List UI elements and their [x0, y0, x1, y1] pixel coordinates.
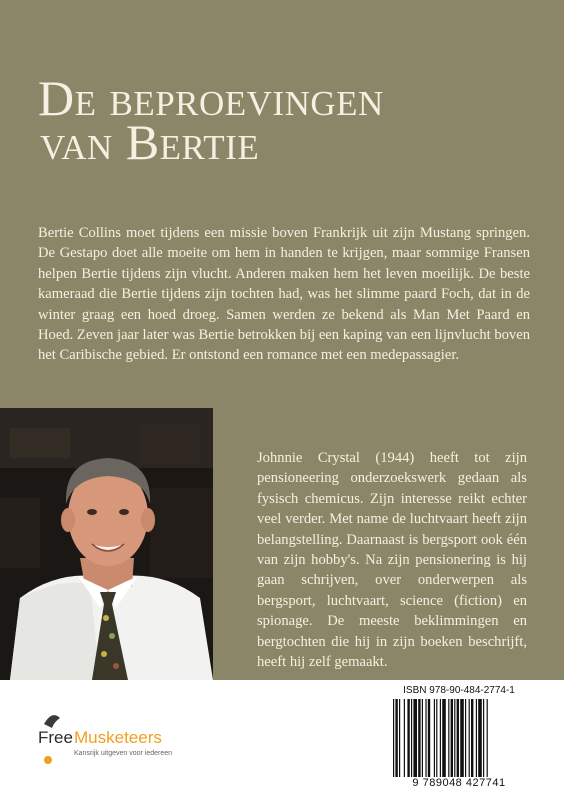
barcode-bars [393, 699, 525, 777]
title-line-1: De beproevingen [38, 70, 384, 126]
barcode-bar [399, 699, 400, 777]
barcode-bar [460, 699, 464, 777]
barcode-bar [434, 699, 435, 777]
author-photo [0, 408, 213, 680]
barcode-bar [442, 699, 446, 777]
barcode-bar [478, 699, 482, 777]
publisher-name-free: Free [38, 728, 73, 747]
barcode-bar [454, 699, 455, 777]
barcode-digits: 9 789048 427741 [412, 777, 506, 789]
barcode-bar [422, 699, 423, 777]
barcode-bar [448, 699, 449, 777]
author-bio-text: Johnnie Crystal (1944) heeft tot zijn pensioneering onderzoekswerk gedaan als fysisch chemicus. Zijn interesse reikt echter veel verder. Met name de luchtvaart heeft zijn belangstelling. Daarnaast is bergsport ook één van zijn hobby's. Na zijn pensionering is hij gaan schrijven, over onderwerpen als bergsport, luchtvaart, science (fiction) en spionage. De meeste beklimmingen en bergtochten die hij in zijn boeken beschrijft, heeft hij zelf gemaakt. [257, 450, 527, 671]
barcode-bar [436, 699, 437, 777]
publisher-name-musketeers: Musketeers [74, 728, 162, 747]
barcode-bar [407, 699, 409, 777]
publisher-tagline: Kansrijk uitgeven voor iedereen [74, 750, 173, 757]
barcode-bar [471, 699, 473, 777]
barcode-bar [465, 699, 466, 777]
barcode-bar [428, 699, 430, 777]
barcode-bar [425, 699, 426, 777]
barcode-bar [476, 699, 477, 777]
barcode-bar [418, 699, 420, 777]
barcode-bar [457, 699, 459, 777]
barcode-bar [413, 699, 417, 777]
book-title [38, 70, 384, 170]
barcode-bar [393, 699, 394, 777]
cover-footer [0, 680, 564, 800]
barcode-bar [469, 699, 470, 777]
title-line-2: van Bertie [40, 114, 260, 170]
isbn-barcode [389, 685, 529, 795]
isbn-label: ISBN 978-90-484-2774-1 [403, 685, 515, 696]
barcode-bar [395, 699, 397, 777]
barcode-bar [411, 699, 412, 777]
barcode-bar [404, 699, 405, 777]
barcode-bar [440, 699, 441, 777]
publisher-logo [38, 710, 188, 770]
barcode-bar [487, 699, 488, 777]
barcode-bar [483, 699, 484, 777]
barcode-bar [451, 699, 453, 777]
synopsis-text: Bertie Collins moet tijdens een missie boven Frankrijk uit zijn Mustang springen. De Gestapo doet alle moeite om hem in handen te krijgen, maar sommige Fransen helpen Bertie tijdens zijn vlucht. Anderen maken hem het leven moeilijk. De beste kameraad die Bertie tijdens zijn tochten had, was het slimme paard Foch, dat in de winter graag een hoed droeg. Samen werden ze bekend als Man Met Paard en Hoed. Zeven jaar later was Bertie betrokken bij een kaping van een lijnvlucht boven het Caribische gebied. Er ontstond een romance met een medepassagier. [38, 225, 530, 364]
